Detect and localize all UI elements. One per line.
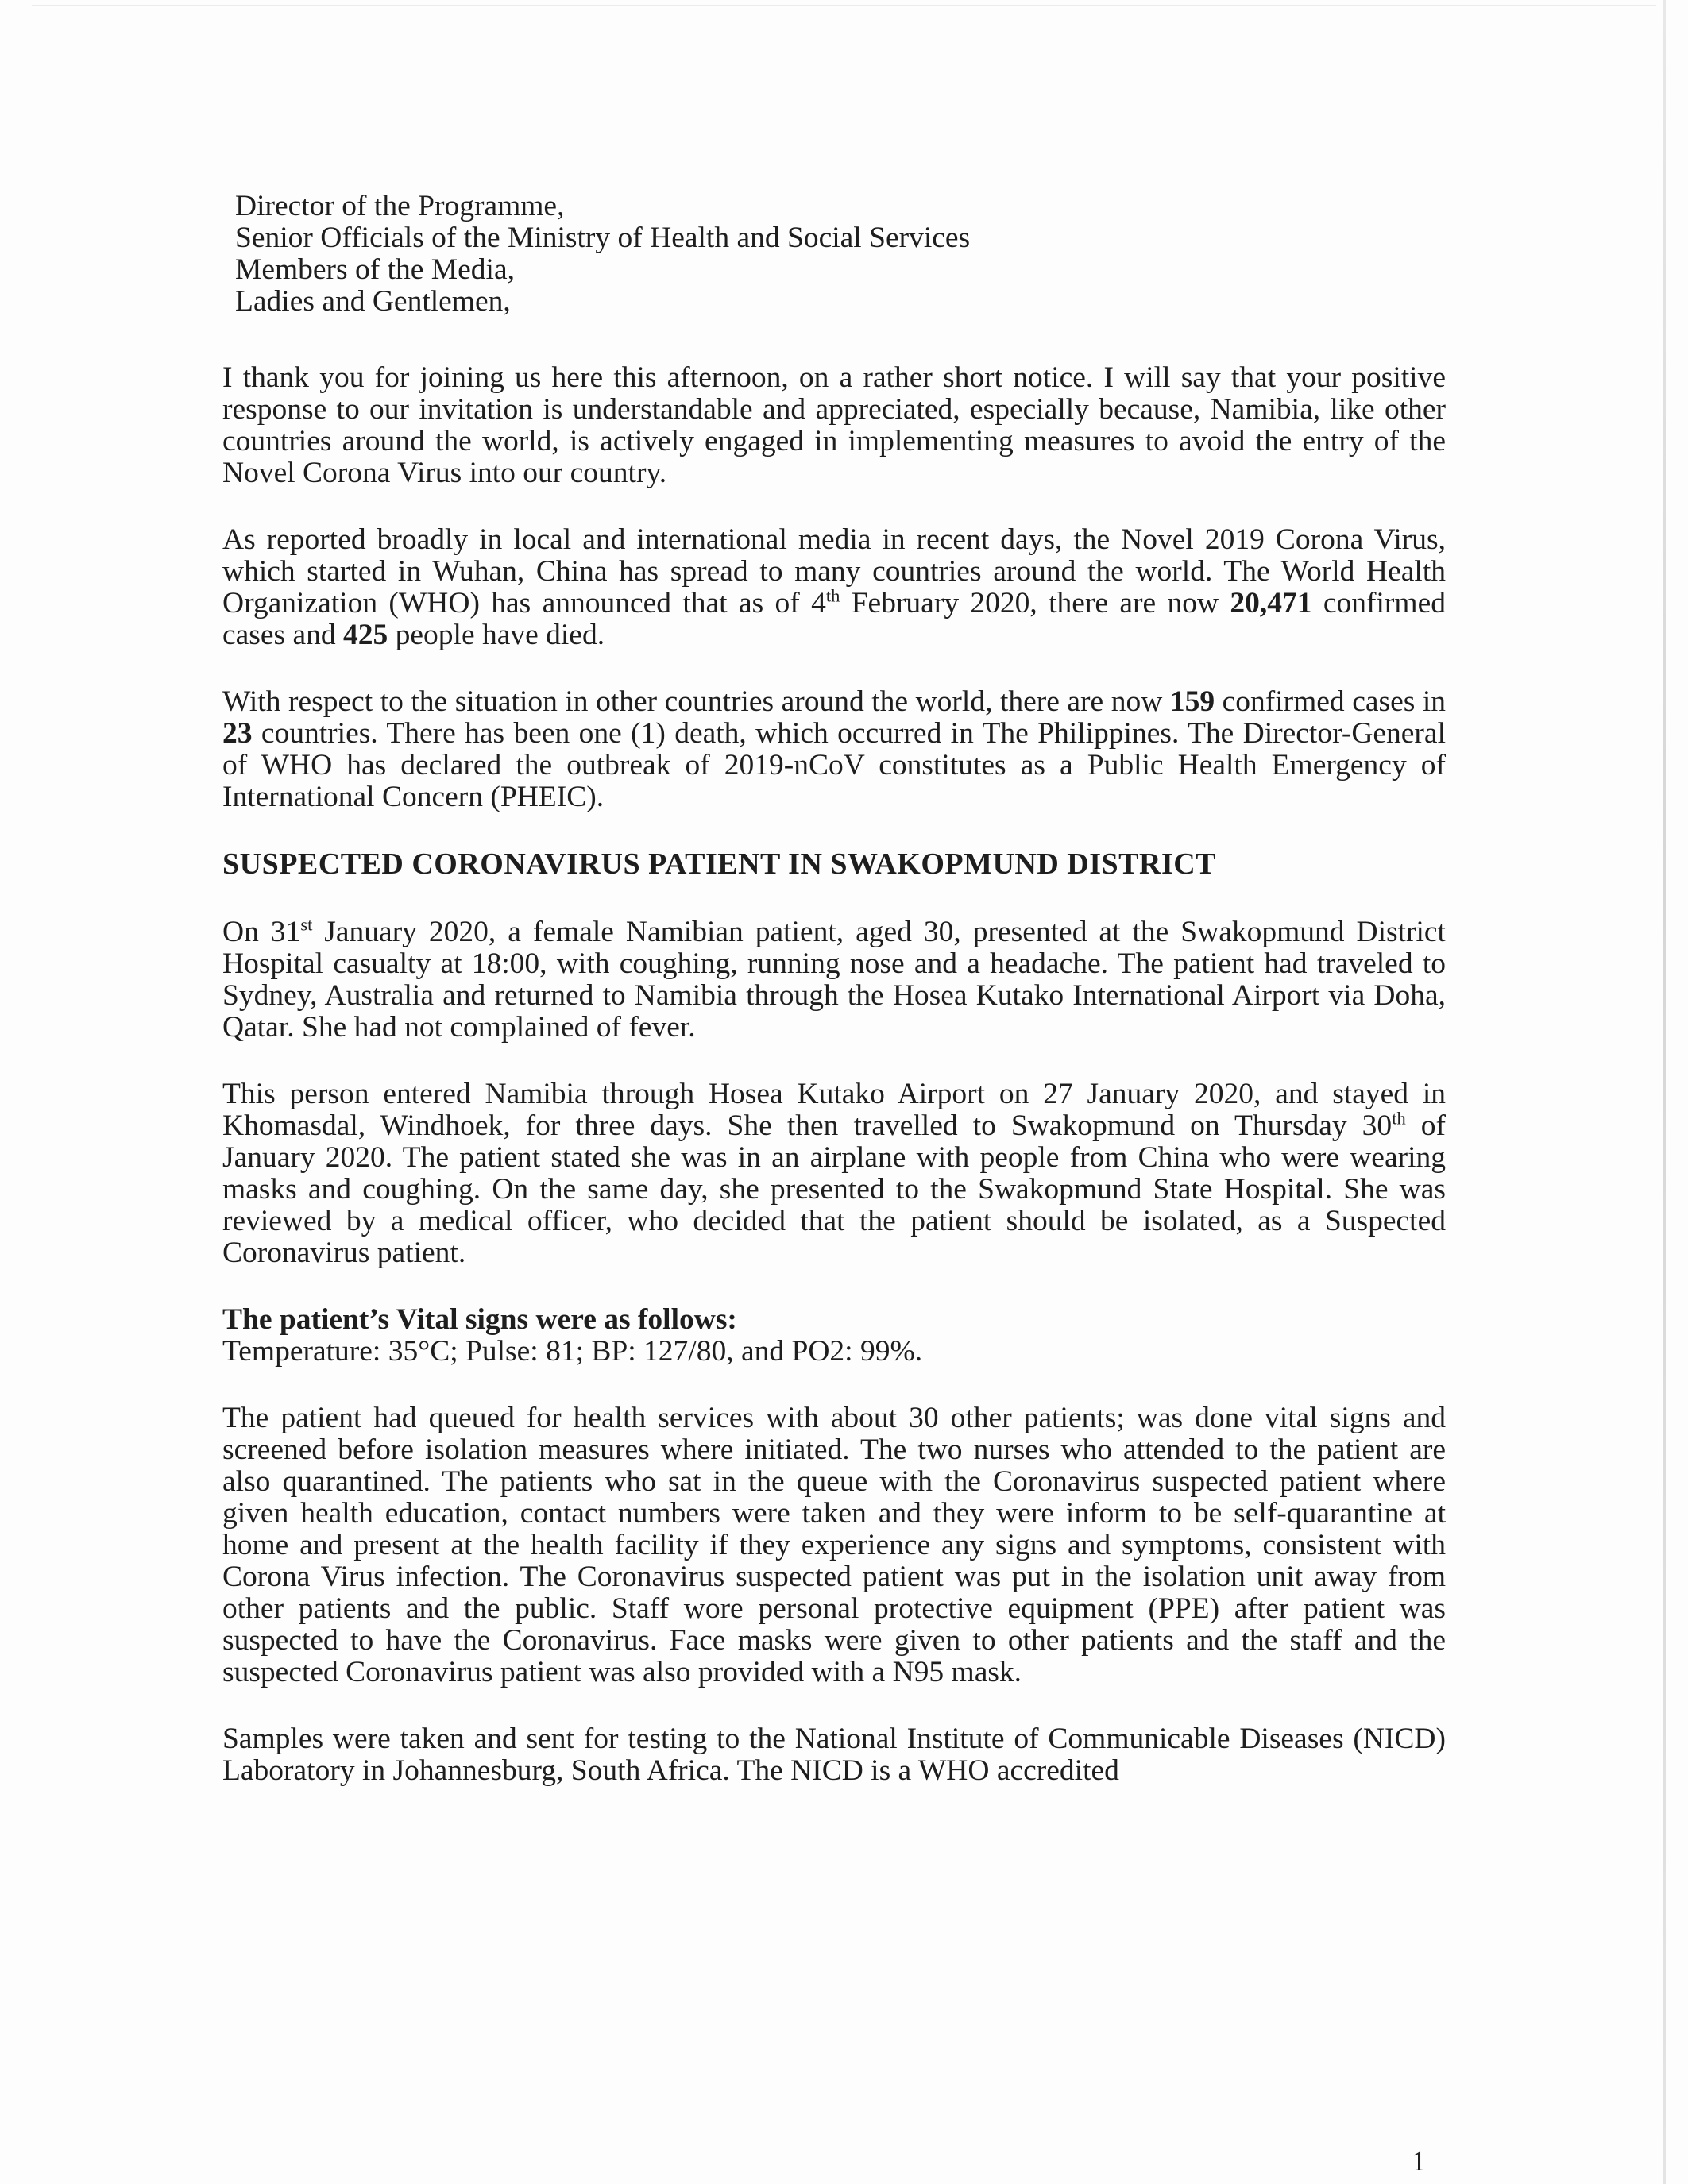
confirmed-cases-count: 20,471 bbox=[1230, 587, 1312, 619]
paragraph-other-countries bbox=[222, 686, 1446, 813]
text-run: of January 2020. The patient stated she was in an airplane with people from China who were wearing masks and coughing. On the same day, she presented to the Swakopmund State Hospital. She was reviewed by a medical officer, who decided that the patient should be isolated, as a Suspected Coronavirus patient. bbox=[222, 1109, 1446, 1269]
section-heading: SUSPECTED CORONAVIRUS PATIENT IN SWAKOPMUND DISTRICT bbox=[222, 847, 1217, 881]
paragraph-patient-arrival bbox=[222, 916, 1446, 1044]
vitals-values: Temperature: 35°C; Pulse: 81; BP: 127/80, and PO2: 99%. bbox=[222, 1335, 923, 1368]
text-run: As reported broadly in local and international media in recent days, the Novel 2019 Corona Virus, which started in Wuhan, China has spread to many countries around the world. The World Health Organization (WHO) has announced that as of 4 bbox=[222, 523, 1446, 619]
paragraph-intro: I thank you for joining us here this afternoon, on a rather short notice. I will say that your positive response to our invitation is understandable and appreciated, especially because, Namibia, like other countries around the world, is actively engaged in implementing measures to avoid the entry of the Novel Corona Virus into our country. bbox=[222, 361, 1446, 489]
salutation-line: Senior Officials of the Ministry of Health and Social Services bbox=[235, 222, 971, 254]
paragraph-samples: Samples were taken and sent for testing to the National Institute of Communicable Diseases (NICD) Laboratory in Johannesburg, South Africa. The NICD is a WHO accredited bbox=[222, 1723, 1446, 1787]
text-run: February 2020, there are now bbox=[840, 587, 1230, 619]
text-run: This person entered Namibia through Hosea Kutako Airport on 27 January 2020, and stayed in Khomasdal, Windhoek, for three days. She then travelled to Swakopmund on Thursday 30 bbox=[222, 1078, 1446, 1142]
superscript: st bbox=[300, 914, 313, 935]
text-run: confirmed cases in bbox=[1215, 685, 1446, 718]
superscript: th bbox=[825, 585, 840, 606]
deaths-count: 425 bbox=[343, 619, 388, 651]
salutation-line: Director of the Programme, bbox=[235, 190, 565, 222]
text-run: January 2020, a female Namibian patient, aged 30, presented at the Swakopmund District Hospital casualty at 18:00, with coughing, running nose and a headache. The patient had traveled to Sydney, Australia and returned to Namibia through the Hosea Kutako International Airport via Doha, Qatar. She had not complained of fever. bbox=[222, 916, 1446, 1044]
text-run: countries. There has been one (1) death, which occurred in The Philippines. The Director-General of WHO has declared the outbreak of 2019-nCoV constitutes as a Public Health Emergency of International Concern (PHEIC). bbox=[222, 717, 1446, 813]
vitals-heading: The patient’s Vital signs were as follows: bbox=[222, 1303, 737, 1336]
countries-count: 23 bbox=[222, 717, 253, 750]
salutation-line: Ladies and Gentlemen, bbox=[235, 285, 511, 318]
text-run: With respect to the situation in other countries around the world, there are now bbox=[222, 685, 1170, 718]
superscript: th bbox=[1392, 1108, 1406, 1129]
page-top-edge bbox=[32, 5, 1656, 6]
salutation-line: Members of the Media, bbox=[235, 253, 515, 286]
salutation-block bbox=[235, 191, 1446, 318]
text-run: On 31 bbox=[222, 916, 301, 948]
text-run: confirmed cases and bbox=[222, 587, 1446, 651]
text-run: people have died. bbox=[388, 619, 605, 651]
page-right-edge bbox=[1663, 0, 1666, 2184]
letter-body bbox=[222, 191, 1446, 1787]
other-countries-cases: 159 bbox=[1169, 685, 1215, 718]
paragraph-patient-travel bbox=[222, 1078, 1446, 1269]
paragraph-isolation: The patient had queued for health services with about 30 other patients; was done vital signs and screened before isolation measures where initiated. The two nurses who attended to the patient are also quarantined. The patients who sat in the queue with the Coronavirus suspected patient where given health education, contact numbers were taken and they were inform to be self-quarantine at home and present at the health facility if they experience any signs and symptoms, consistent with Corona Virus infection. The Coronavirus suspected patient was put in the isolation unit away from other patients and the public. Staff wore personal protective equipment (PPE) after patient was suspected to have the Coronavirus. Face masks were given to other patients and the staff and the suspected Coronavirus patient was also provided with a N95 mask. bbox=[222, 1402, 1446, 1688]
page-number: 1 bbox=[1412, 2145, 1426, 2177]
paragraph-who-report bbox=[222, 524, 1446, 651]
